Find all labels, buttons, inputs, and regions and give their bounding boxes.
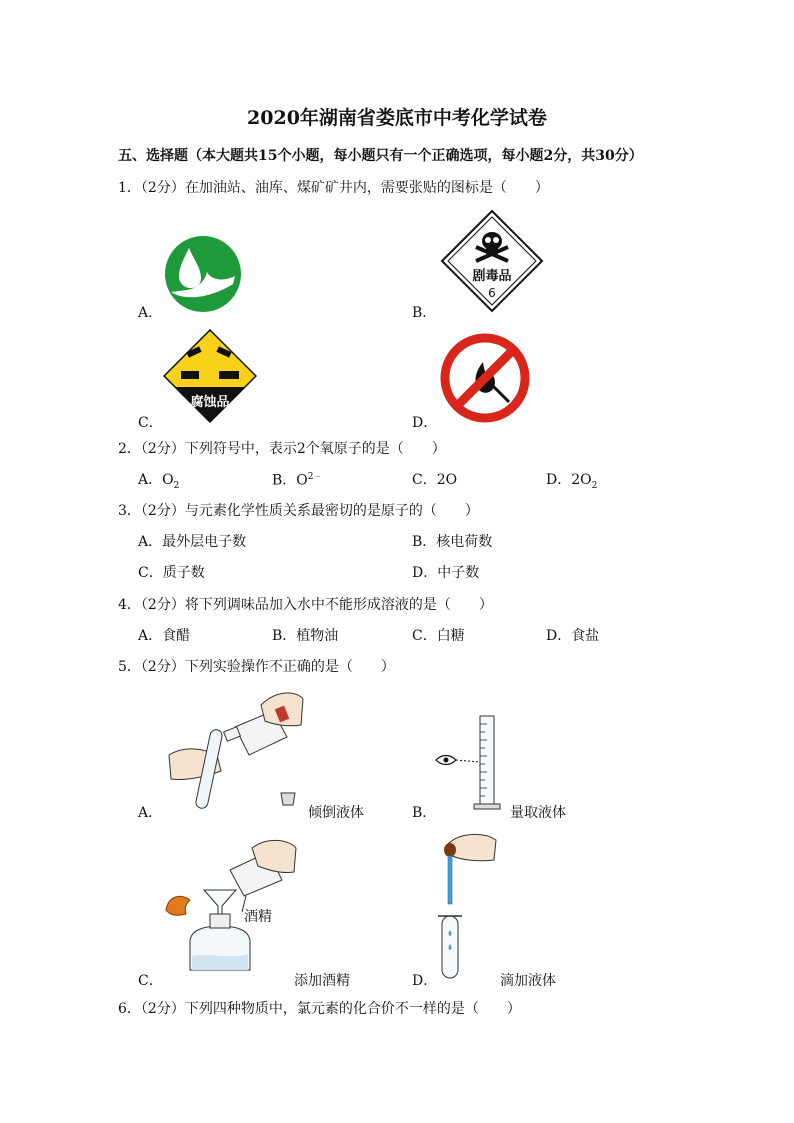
formula-subscript: 2 <box>173 480 180 491</box>
adding-alcohol-illustration <box>160 838 300 978</box>
corrosive-hand <box>219 371 239 379</box>
water-saving-circle <box>165 236 241 312</box>
q3-option-d: D．中子数 <box>412 565 480 581</box>
no-fire-icon <box>439 332 531 424</box>
eye-pupil <box>444 758 449 763</box>
cylinder-base <box>474 804 500 809</box>
question-2-stem: 2．（2分）下列符号中，表示2个氧原子的是（ ） <box>118 441 446 457</box>
question-1-stem: 1．（2分）在加油站、油库、煤矿矿井内，需要张贴的图标是（ ） <box>118 180 549 196</box>
dropper-bulb <box>444 843 456 857</box>
option-letter: C． <box>412 472 437 488</box>
formula-main: 2O <box>571 472 592 488</box>
question-6-stem: 6．（2分）下列四种物质中，氯元素的化合价不一样的是（ ） <box>118 1001 521 1017</box>
lamp-liquid <box>192 954 248 970</box>
formula-subscript: 2 <box>591 480 598 491</box>
q1-option-c: C． <box>138 415 163 431</box>
q1-option-b: B． <box>412 305 437 321</box>
poison-hazard-icon <box>440 209 544 313</box>
q5-option-d: D． <box>412 973 438 989</box>
bottle-neck <box>224 727 241 742</box>
q3-option-a: A．最外层电子数 <box>138 534 247 550</box>
formula-main: O <box>162 472 174 488</box>
skull-eye-right <box>493 237 499 243</box>
option-letter: D． <box>546 472 572 488</box>
q3-option-b: B．核电荷数 <box>412 534 493 550</box>
poison-label: 剧毒品 <box>472 269 512 284</box>
corrosive-label: 腐蚀品 <box>190 395 230 410</box>
q1-option-d: D． <box>412 415 438 431</box>
corrosive-surface-left <box>181 371 199 379</box>
q5-option-b: B． <box>412 805 437 821</box>
measuring-cylinder-illustration <box>434 712 504 812</box>
q4-option-c: C．白糖 <box>412 628 465 644</box>
q4-option-b: B．植物油 <box>272 628 339 644</box>
q5-caption-b: 量取液体 <box>510 805 566 821</box>
q5-caption-c: 添加酒精 <box>294 973 350 989</box>
q1-option-a: A． <box>138 305 163 321</box>
water-saving-icon <box>163 234 243 314</box>
corrosive-hazard-icon <box>163 329 257 423</box>
q3-option-c: C．质子数 <box>138 565 205 581</box>
question-3-stem: 3．（2分）与元素化学性质关系最密切的是原子的（ ） <box>118 503 479 519</box>
lamp-neck <box>210 914 230 928</box>
section-heading: 五、选择题（本大题共15个小题，每小题只有一个正确选项，每小题2分，共30分） <box>118 148 643 164</box>
pouring-liquid-illustration <box>165 685 305 813</box>
q5-option-a: A． <box>138 805 163 821</box>
formula-superscript: 2﹣ <box>307 472 323 482</box>
option-letter: B． <box>272 472 297 489</box>
q4-option-d: D．食盐 <box>546 628 600 644</box>
poison-class-number: 6 <box>488 286 496 300</box>
q5-option-c: C． <box>138 973 163 989</box>
burning-flame <box>166 896 190 915</box>
q2-option-b <box>272 469 323 490</box>
q2-option-d <box>546 469 597 491</box>
alcohol-inner-label: 酒精 <box>244 909 272 925</box>
bottle-stopper <box>281 793 295 805</box>
cylinder-body <box>480 716 494 804</box>
option-letter: A． <box>138 472 163 488</box>
formula-main: 2O <box>436 472 458 488</box>
page-title: 2020年湖南省娄底市中考化学试卷 <box>247 107 547 129</box>
q5-caption-d: 滴加液体 <box>500 973 556 989</box>
q2-option-a <box>138 469 179 491</box>
sight-line <box>456 760 480 762</box>
dropper-tube <box>448 856 452 904</box>
formula-main: O <box>296 472 308 489</box>
dropping-liquid-illustration <box>432 832 502 982</box>
q2-option-c <box>412 469 457 489</box>
q5-caption-a: 倾倒液体 <box>308 805 364 821</box>
question-5-stem: 5．（2分）下列实验操作不正确的是（ ） <box>118 659 395 675</box>
q4-option-a: A．食醋 <box>138 628 191 644</box>
question-4-stem: 4．（2分）将下列调味品加入水中不能形成溶液的是（ ） <box>118 597 493 613</box>
skull-eye-left <box>485 237 491 243</box>
